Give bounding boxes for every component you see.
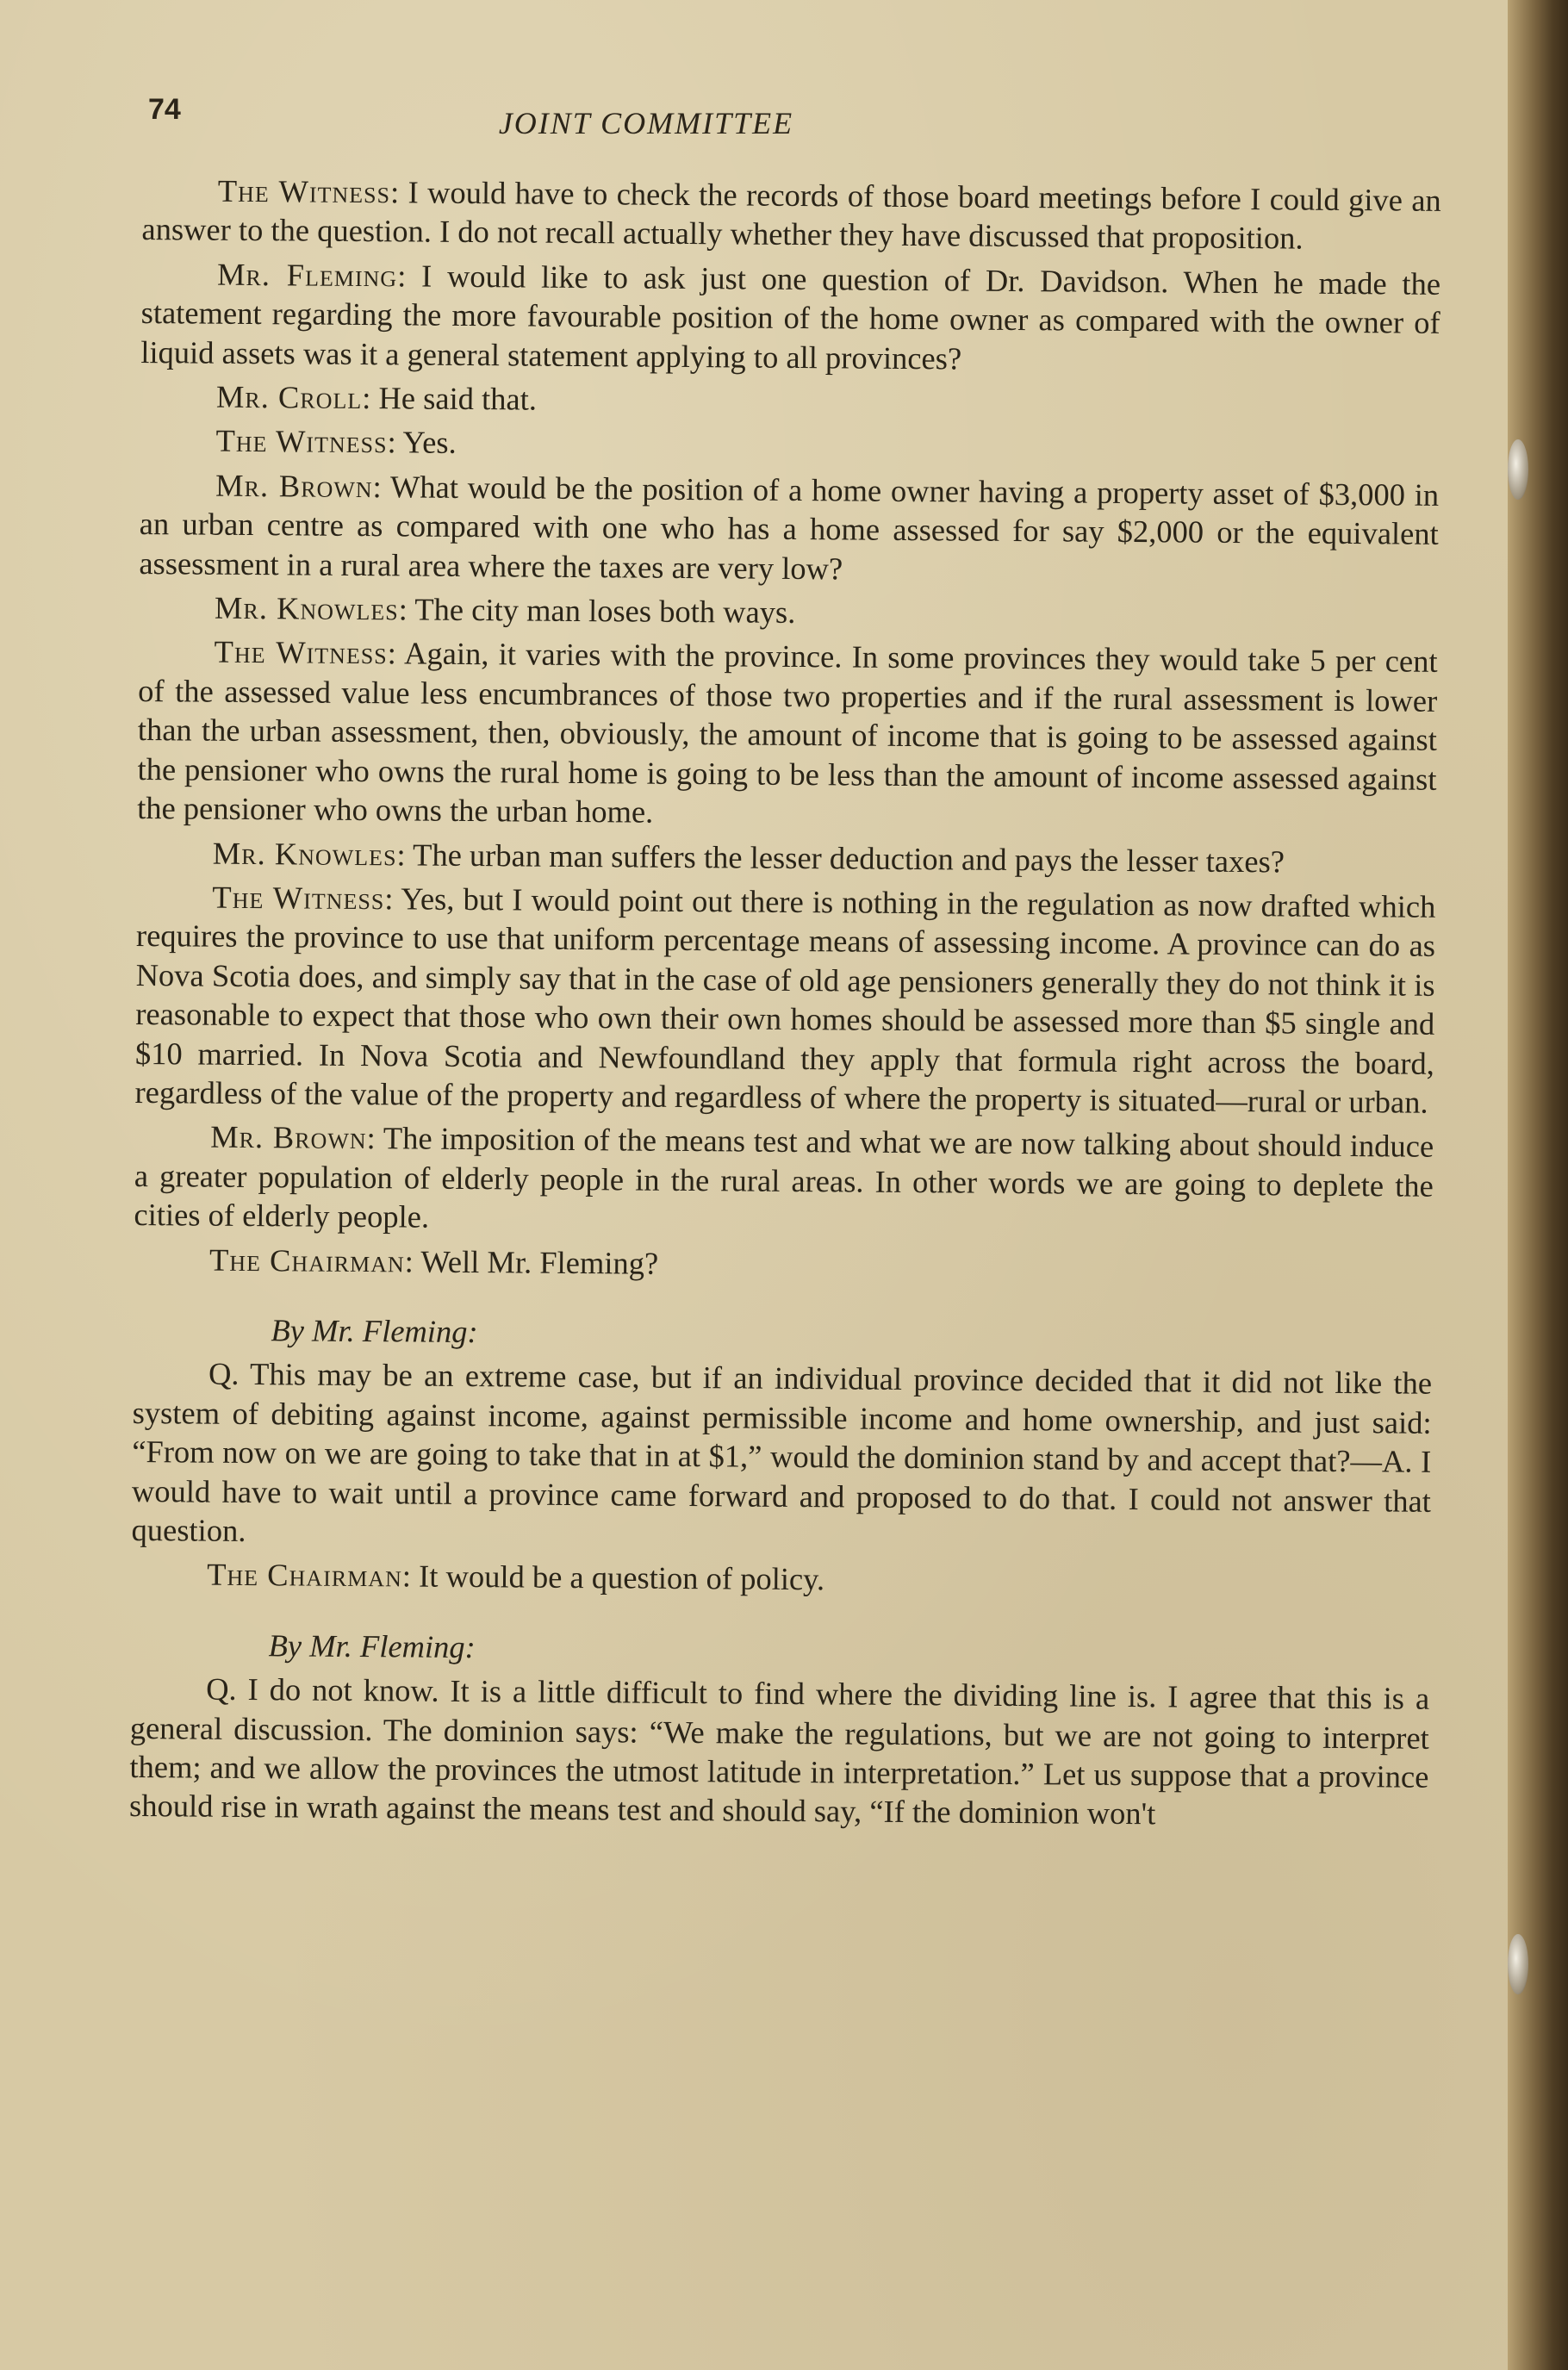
paragraph-text: The urban man suffers the lesser deduction and pays the lesser taxes? bbox=[412, 836, 1285, 879]
paragraph: The Witness: Yes. bbox=[215, 423, 457, 461]
examiner-heading: By Mr. Fleming: bbox=[268, 1627, 476, 1664]
paragraph: Mr. Brown: The imposition of the means test and what we are now talking about should induce a greater population of elderly people in the rural areas. In other words we are going to deplete the cities of elderly people. bbox=[134, 1119, 1434, 1235]
paragraph: Mr. Fleming: I would like to ask just one question of Dr. Davidson. When he made the statement regarding the more favourable position of the home owner as compared with the owner of liquid assets was it a general statement applying to all provinces? bbox=[140, 256, 1441, 376]
speaker-name: Mr. Croll bbox=[215, 378, 363, 416]
speaker-name: Mr. Knowles bbox=[212, 835, 397, 872]
speaker-name: The Chairman bbox=[207, 1557, 403, 1594]
paragraph: Mr. Brown: What would be the position of a home owner having a property asset of $3,000 in an urban centre as compared with one who has a home assessed for say $2,000 or the equivalent assessment in a rural area where the taxes are very low? bbox=[139, 467, 1440, 587]
paragraph-text: Yes. bbox=[402, 424, 457, 461]
paragraph: The Witness: Again, it varies with the province. In some provinces they would take 5 per cent of the assessed value less encumbrances of those two properties and if the rural assessment is lower than the urban assessment, then, obviously, the amount of income that is going to be assessed against the pensioner who owns the rural home is going to be less than the amount of income assessed against the pensioner who owns the urban home. bbox=[137, 634, 1438, 830]
paragraph-text: Again, it varies with the province. In some provinces they would take 5 per cent of the assessed value less encumbrances of those two properties and if the rural assessment is lower than the urban assessment, then, obviously, the amount of income that is going to be assessed against the pensioner who owns the rural home is going to be less than the amount of income assessed against the pensioner who owns the urban home. bbox=[137, 635, 1438, 830]
speaker-name: The Witness bbox=[215, 423, 388, 460]
paragraph: Mr. Knowles: The city man loses both ways. bbox=[214, 589, 796, 631]
speaker-name: The Witness bbox=[217, 172, 391, 210]
paragraph-text: The city man loses both ways. bbox=[414, 591, 796, 631]
paragraph: Mr. Knowles: The urban man suffers the lesser deduction and pays the lesser taxes? bbox=[212, 835, 1285, 879]
binder-ring-icon bbox=[1508, 439, 1528, 500]
binding-spine bbox=[1508, 0, 1568, 2370]
running-head: JOINT COMMITTEE bbox=[498, 106, 794, 140]
paragraph-text: He said that. bbox=[378, 380, 538, 417]
transcript-body bbox=[129, 171, 1441, 1841]
examiner-heading: By Mr. Fleming: bbox=[271, 1312, 478, 1350]
paragraph: The Witness: I would have to check the records of those board meetings before I could give an answer to the question. I do not recall actually whether they have discussed that proposition. bbox=[141, 172, 1441, 256]
paragraph-text: Well Mr. Fleming? bbox=[420, 1243, 659, 1281]
paragraph: Mr. Croll: He said that. bbox=[215, 378, 538, 417]
paragraph-text: What would be the position of a home owner having a property asset of $3,000 in an urban centre as compared with one who has a home assessed for say $2,000 or the equivalent assessment in a rural area where the taxes are very low? bbox=[139, 469, 1440, 587]
speaker-name: Mr. Brown bbox=[210, 1119, 367, 1156]
paragraph-text: It would be a question of policy. bbox=[418, 1558, 825, 1597]
question-paragraph: Q. I do not know. It is a little difficult to find where the dividing line is. I agree that this is a general discussion. The dominion says: “We make the regulations, but we are not going to interpret them; and we allow the provinces the utmost latitude in interpretation.” Let us suppose that a province should rise in wrath against the means test and should say, “If the dominion won't bbox=[128, 1670, 1430, 1832]
page-header bbox=[0, 93, 1542, 145]
paragraph: The Chairman: It would be a question of policy. bbox=[207, 1557, 825, 1597]
speaker-name: The Witness bbox=[214, 634, 388, 671]
paragraph: The Chairman: Well Mr. Fleming? bbox=[208, 1241, 659, 1281]
speaker-name: Mr. Fleming bbox=[216, 256, 398, 294]
paragraph-text: Yes, but I would point out there is nothing in the regulation as now drafted which requires the province to use that uniform percentage means of assessing income. A province can do as Nova Scotia does, and simply say that in the case of old age pensioners generally they do not think it is reasonable to expect that those who own their own homes should be assessed more than $5 single and $10 married. In Nova Scotia and Newfoundland they apply that formula right across the board, regardless of the value of the property and regardless of where the property is situated—rural or urban. bbox=[134, 880, 1436, 1120]
speaker-name: Mr. Knowles bbox=[214, 589, 399, 627]
paragraph-text: I would have to check the records of those board meetings before I could give an answer to the question. I do not recall actually whether they have discussed that proposition. bbox=[141, 174, 1441, 256]
paragraph-text: The imposition of the means test and what we are now talking about should induce a greater population of elderly people in the rural areas. In other words we are going to deplete the cities of elderly people. bbox=[134, 1120, 1434, 1235]
speaker-name: The Chairman bbox=[208, 1241, 405, 1278]
speaker-name: The Witness bbox=[212, 879, 385, 917]
binder-ring-icon bbox=[1508, 1934, 1528, 1994]
paragraph: The Witness: Yes, but I would point out there is nothing in the regulation as now drafted which requires the province to use that uniform percentage means of assessing income. A province can do as Nova Scotia does, and simply say that in the case of old age pensioners generally they do not think it is reasonable to expect that those who own their own homes should be assessed more than $5 single and $10 married. In Nova Scotia and Newfoundland they apply that formula right across the board, regardless of the value of the property and regardless of where the property is situated—rural or urban. bbox=[134, 879, 1436, 1120]
page-number: 74 bbox=[148, 93, 181, 126]
paragraph-text: I would like to ask just one question of Dr. Davidson. When he made the statement regarding the more favourable position of the home owner as compared with the owner of liquid assets was it a general statement applying to all provinces? bbox=[140, 258, 1441, 376]
speaker-name: Mr. Brown bbox=[215, 467, 373, 504]
question-paragraph: Q. This may be an extreme case, but if an individual province decided that it did not like the system of debiting against income, against permissible income and home ownership, and just said: “From now on we are going to take that in at $1,” would the dominion stand by and accept that?—A. I would have to wait until a province came forward and proposed to do that. I could not answer that question. bbox=[131, 1356, 1433, 1548]
